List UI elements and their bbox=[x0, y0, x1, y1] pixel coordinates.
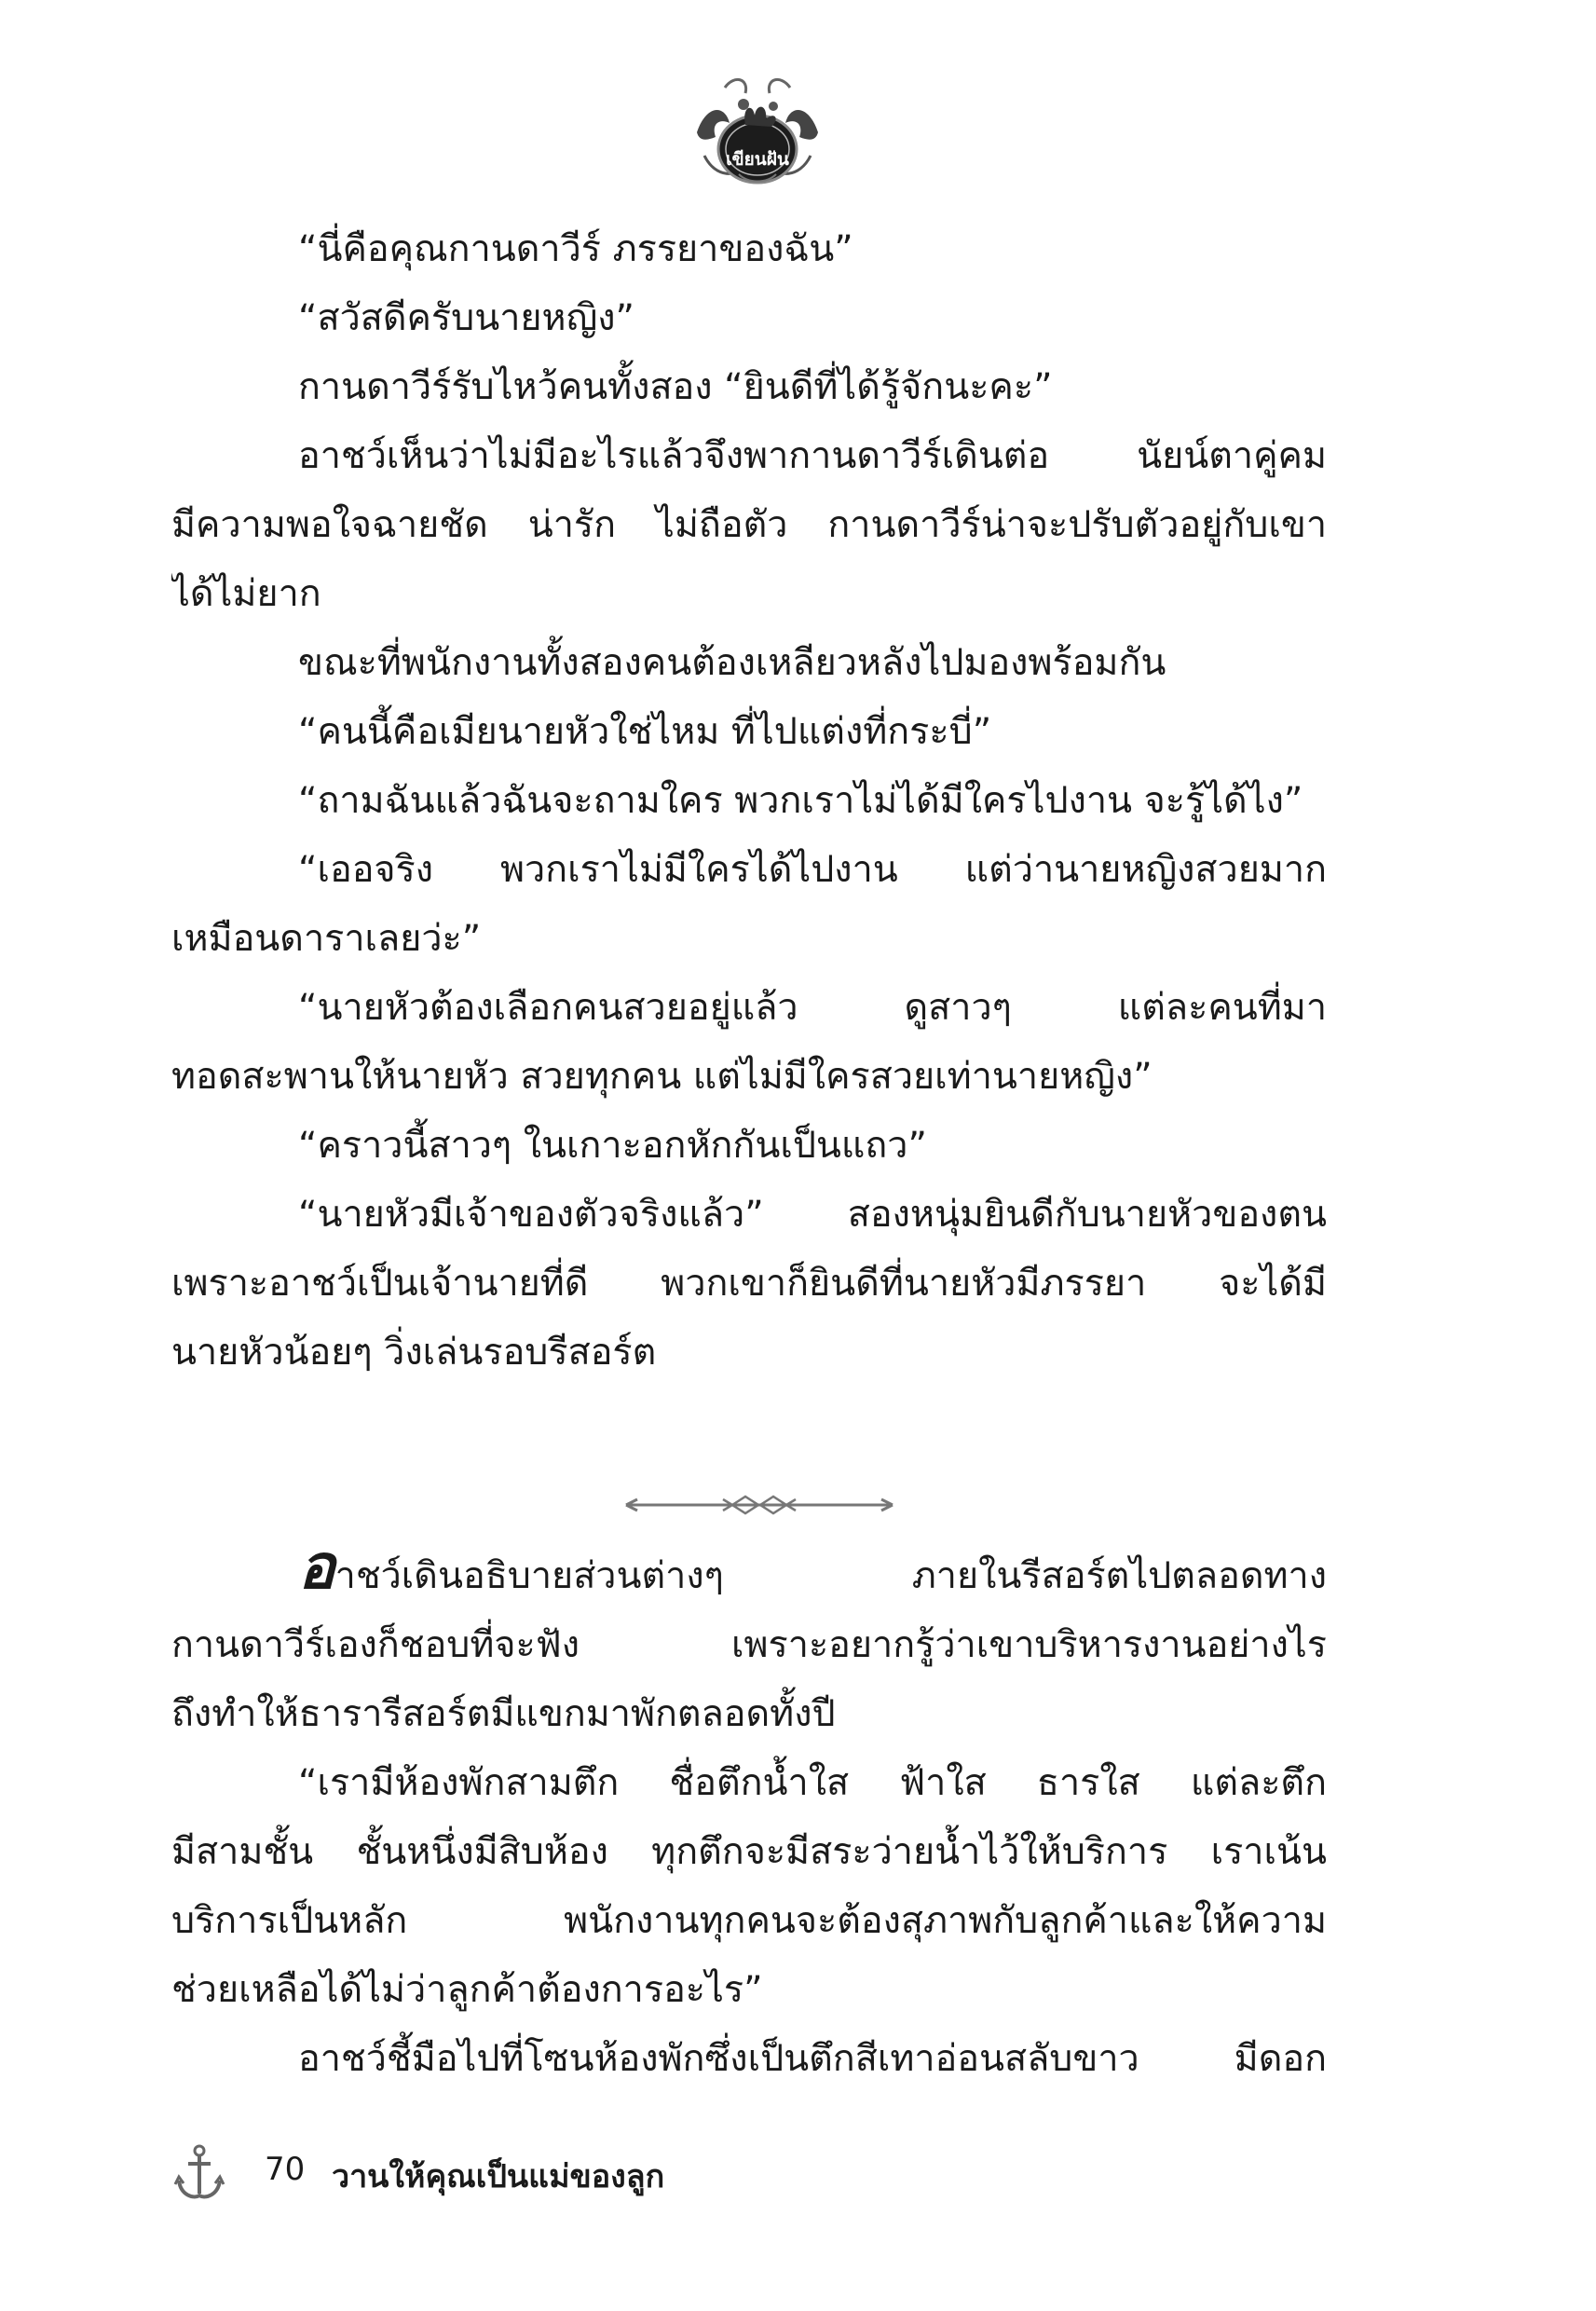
text-line: เหมือนดาราเลยว่ะ” bbox=[171, 917, 482, 960]
text-line: “นายหัวต้องเลือกคนสวยอยู่แล้ว ดูสาวๆ แต่ละคนที่มา bbox=[298, 986, 1327, 1029]
section-divider bbox=[622, 1493, 896, 1517]
text-line: “นายหัวมีเจ้าของตัวจริงแล้ว” สองหนุ่มยินดีกับนายหัวของตน bbox=[298, 1193, 1327, 1236]
text-line: นายหัวน้อยๆ วิ่งเล่นรอบรีสอร์ต bbox=[171, 1331, 657, 1374]
text-line: “เรามีห้องพักสามตึก ชื่อตึกน้ำใส ฟ้าใส ธารใส แต่ละตึก bbox=[298, 1761, 1327, 1804]
text-line: ช่วยเหลือได้ไม่ว่าลูกค้าต้องการอะไร” bbox=[171, 1968, 763, 2011]
logo-text: เขียนฝัน bbox=[726, 149, 789, 170]
page-footer bbox=[173, 2143, 825, 2208]
anchor-icon bbox=[173, 2143, 225, 2203]
text-line: ทอดสะพานให้นายหัว สวยทุกคน แต่ไม่มีใครสวยเท่านายหญิง” bbox=[171, 1055, 1153, 1098]
text-line: กานดาวีร์เองก็ชอบที่จะฟัง เพราะอยากรู้ว่าเขาบริหารงานอย่างไร bbox=[171, 1623, 1327, 1666]
text-line: “ถามฉันแล้วฉันจะถามใคร พวกเราไม่ได้มีใครไปงาน จะรู้ได้ไง” bbox=[298, 779, 1303, 822]
text-line: ได้ไม่ยาก bbox=[171, 572, 321, 615]
body-text-section2 bbox=[171, 1541, 1327, 2093]
body-text-top bbox=[171, 214, 1327, 1387]
text-line: “เออจริง พวกเราไม่มีใครได้ไปงาน แต่ว่านายหญิงสวยมาก bbox=[298, 848, 1327, 891]
text-line: กานดาวีร์รับไหว้คนทั้งสอง “ยินดีที่ได้รู้จักนะคะ” bbox=[298, 365, 1053, 408]
text-line: “คราวนี้สาวๆ ในเกาะอกหักกันเป็นแถว” bbox=[298, 1124, 927, 1167]
drop-cap: อ bbox=[298, 1541, 335, 1603]
text-line: เพราะอาชว์เป็นเจ้านายที่ดี พวกเขาก็ยินดีที่นายหัวมีภรรยา จะได้มี bbox=[171, 1262, 1327, 1305]
book-title: วานให้คุณเป็นแม่ของลูก bbox=[332, 2158, 665, 2195]
text-line: “นี่คือคุณกานดาวีร์ ภรรยาของฉัน” bbox=[298, 227, 853, 270]
text-line: อาชว์ชี้มือไปที่โซนห้องพักซึ่งเป็นตึกสีเทาอ่อนสลับขาว มีดอก bbox=[298, 2037, 1327, 2080]
text-line: มีความพอใจฉายชัด น่ารัก ไม่ถือตัว กานดาวีร์น่าจะปรับตัวอยู่กับเขา bbox=[171, 503, 1327, 546]
text-line: บริการเป็นหลัก พนักงานทุกคนจะต้องสุภาพกับลูกค้าและให้ความ bbox=[171, 1899, 1327, 1942]
first-line-text: าชว์เดินอธิบายส่วนต่างๆ ภายในรีสอร์ตไปตลอดทาง bbox=[334, 1554, 1327, 1597]
publisher-logo bbox=[688, 67, 827, 188]
text-line: อาชว์เห็นว่าไม่มีอะไรแล้วจึงพากานดาวีร์เดินต่อ นัยน์ตาคู่คม bbox=[298, 434, 1327, 477]
text-line: มีสามชั้น ชั้นหนึ่งมีสิบห้อง ทุกตึกจะมีสระว่ายน้ำไว้ให้บริการ เราเน้น bbox=[171, 1830, 1327, 1873]
text-line: “สวัสดีครับนายหญิง” bbox=[298, 296, 634, 339]
text-line: “คนนี้คือเมียนายหัวใช่ไหม ที่ไปแต่งที่กระบี่” bbox=[298, 710, 992, 753]
text-line: ขณะที่พนักงานทั้งสองคนต้องเหลียวหลังไปมองพร้อมกัน bbox=[298, 641, 1166, 684]
page-number: 70 bbox=[265, 2151, 306, 2188]
section-first-line bbox=[171, 1541, 1327, 1610]
text-line: ถึงทำให้ธารารีสอร์ตมีแขกมาพักตลอดทั้งปี bbox=[171, 1692, 836, 1735]
ornament-divider-icon bbox=[622, 1493, 896, 1517]
